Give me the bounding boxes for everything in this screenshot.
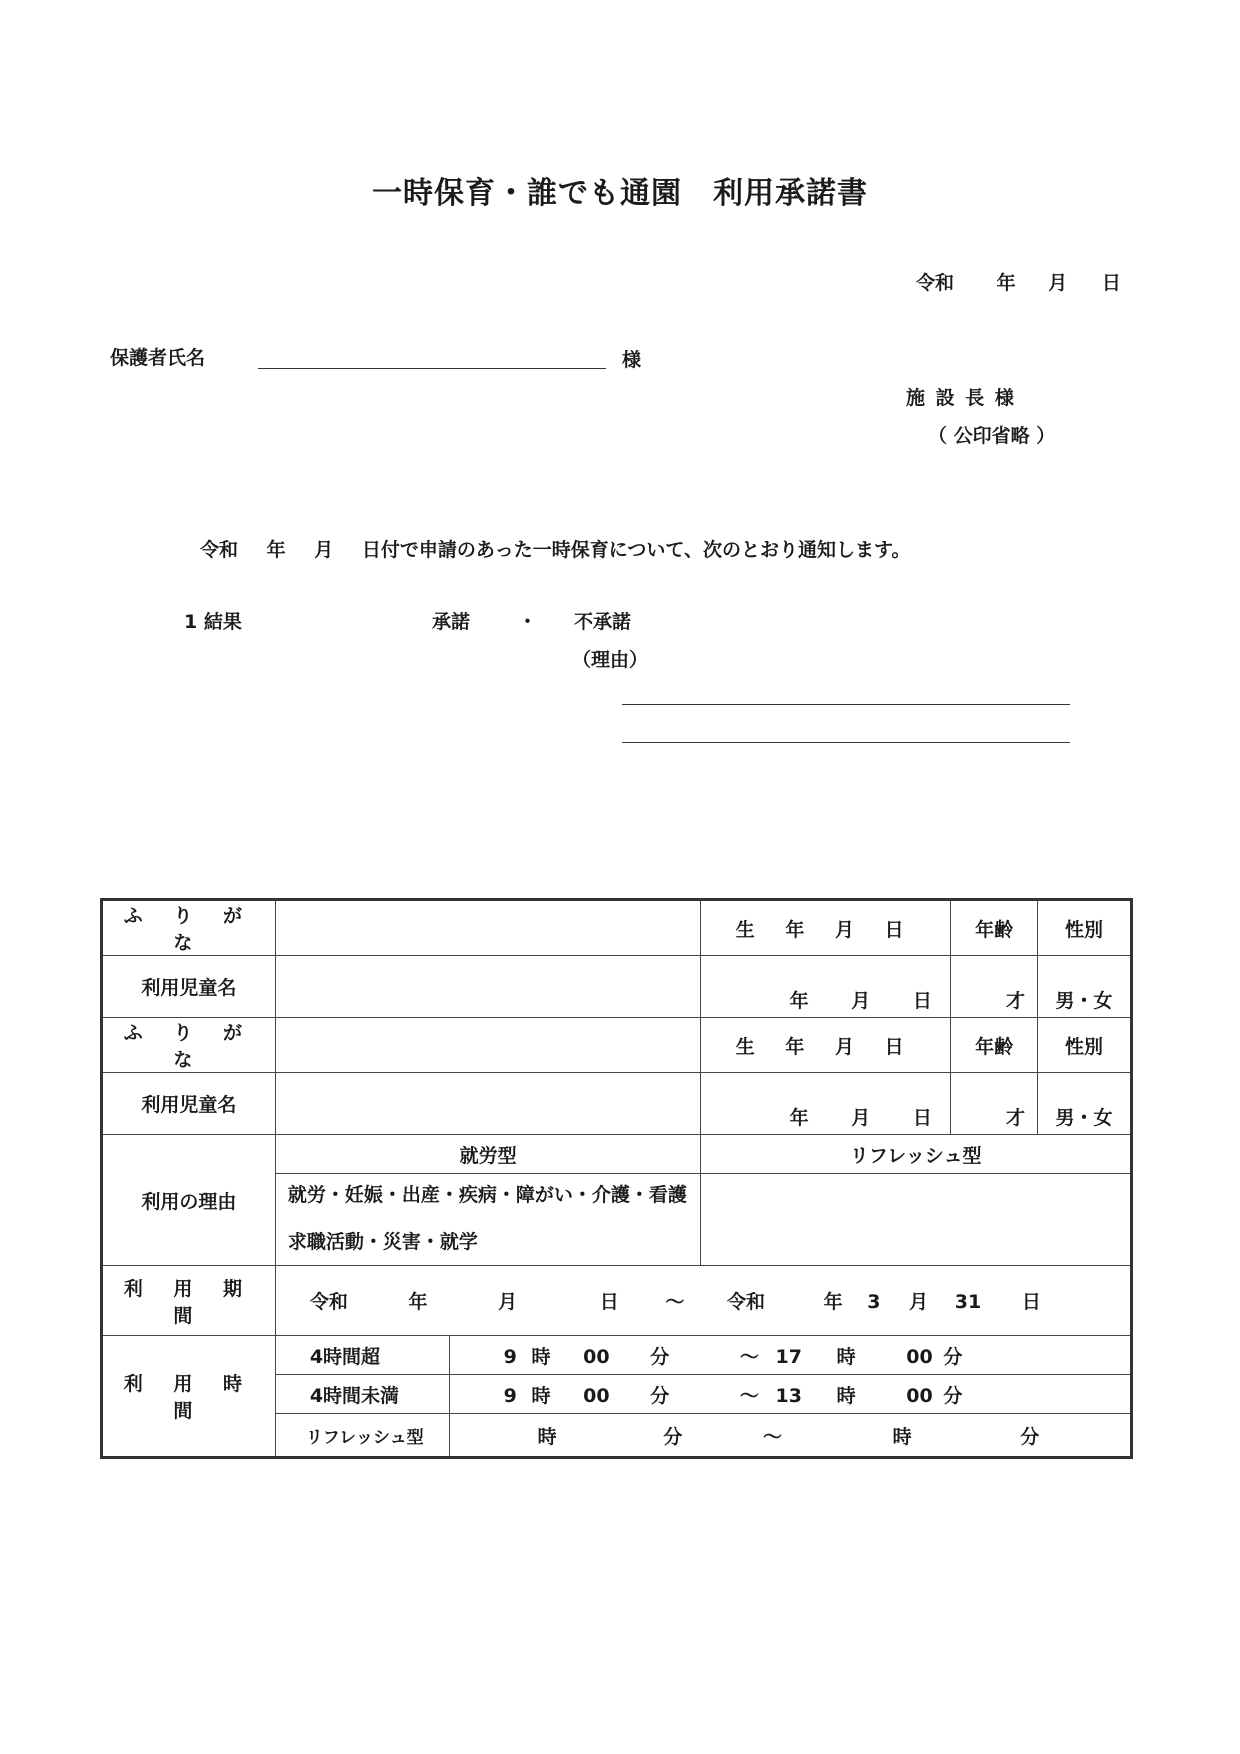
child-1-name-row — [102, 956, 1132, 1018]
child-name-label: 利用児童名 — [102, 1073, 276, 1135]
notice-text: 日付で申請のあった一時保育について、次のとおり通知します。 — [361, 539, 911, 561]
refresh-reason-field[interactable] — [701, 1174, 1132, 1266]
sex-field[interactable]: 男・女 — [1038, 956, 1132, 1018]
sender-name: 施 設 長 様 — [906, 387, 1016, 409]
notice-era: 令和 — [200, 539, 239, 561]
furigana-input[interactable] — [275, 1018, 701, 1073]
age-label: 年齢 — [951, 900, 1038, 956]
reason-line-2[interactable] — [622, 742, 1070, 743]
hours-type: 4時間未満 — [275, 1375, 449, 1414]
child-2-furigana-row — [102, 1018, 1132, 1073]
approve-option[interactable]: 承諾 — [432, 611, 471, 633]
result-label: 1 結果 — [184, 611, 242, 633]
issue-date — [916, 268, 1121, 295]
hours-field[interactable]: 9 時 00 分 ～ 17 時 00 分 — [449, 1336, 1131, 1375]
child-name-input[interactable] — [275, 956, 701, 1018]
hours-row — [102, 1336, 1132, 1375]
sex-field[interactable]: 男・女 — [1038, 1073, 1132, 1135]
period-row — [102, 1266, 1132, 1336]
furigana-label: ふ り が な — [102, 900, 276, 956]
sex-label: 性別 — [1038, 900, 1132, 956]
sex-label: 性別 — [1038, 1018, 1132, 1073]
period-field[interactable]: 令和 年 月 日 ～ 令和 年 3 月 31 日 — [275, 1266, 1131, 1336]
work-type-header: 就労型 — [275, 1135, 701, 1174]
birthdate-label: 生 年 月 日 — [701, 1018, 951, 1073]
furigana-label: ふ り が な — [102, 1018, 276, 1073]
hours-field[interactable]: 9 時 00 分 ～ 13 時 00 分 — [449, 1375, 1131, 1414]
seal-note: （ 公印省略 ） — [928, 425, 1056, 447]
work-reasons[interactable] — [275, 1174, 701, 1266]
reason-label: 利用の理由 — [102, 1135, 276, 1266]
birthdate-label: 生 年 月 日 — [701, 900, 951, 956]
reason-line-1[interactable] — [622, 704, 1070, 705]
age-label: 年齢 — [951, 1018, 1038, 1073]
guardian-suffix: 様 — [622, 349, 642, 371]
document-title: 一時保育・誰でも通園 利用承諾書 — [372, 176, 868, 211]
birthdate-field[interactable]: 年 月 日 — [701, 1073, 951, 1135]
child-1-furigana-row — [102, 900, 1132, 956]
notice-line — [200, 535, 910, 562]
reason-label: （理由） — [572, 649, 649, 671]
hours-field[interactable]: 時 分 ～ 時 分 — [449, 1414, 1131, 1458]
guardian-label: 保護者氏名 — [110, 347, 206, 369]
date-month: 月 — [1048, 272, 1068, 294]
hours-type: リフレッシュ型 — [275, 1414, 449, 1458]
furigana-input[interactable] — [275, 900, 701, 956]
period-label: 利 用 期 間 — [102, 1266, 276, 1336]
child-name-input[interactable] — [275, 1073, 701, 1135]
application-table — [100, 898, 1133, 1459]
reason-header-row — [102, 1135, 1132, 1174]
date-era: 令和 — [916, 272, 955, 294]
notice-month: 月 — [314, 539, 334, 561]
work-reasons-line-1: 就労・妊娠・出産・疾病・障がい・介護・看護 — [287, 1184, 687, 1206]
reject-option[interactable]: 不承諾 — [574, 611, 632, 633]
age-field[interactable]: 才 — [951, 956, 1038, 1018]
refresh-type-header: リフレッシュ型 — [701, 1135, 1132, 1174]
guardian-name-line[interactable] — [258, 368, 606, 369]
date-day: 日 — [1101, 272, 1121, 294]
hours-type: 4時間超 — [275, 1336, 449, 1375]
work-reasons-line-2: 求職活動・災害・就学 — [287, 1231, 478, 1253]
child-2-name-row — [102, 1073, 1132, 1135]
hours-label: 利 用 時 間 — [102, 1336, 276, 1458]
notice-year: 年 — [266, 539, 286, 561]
child-name-label: 利用児童名 — [102, 956, 276, 1018]
age-field[interactable]: 才 — [951, 1073, 1038, 1135]
date-year: 年 — [996, 272, 1016, 294]
option-separator: ・ — [518, 611, 538, 633]
birthdate-field[interactable]: 年 月 日 — [701, 956, 951, 1018]
